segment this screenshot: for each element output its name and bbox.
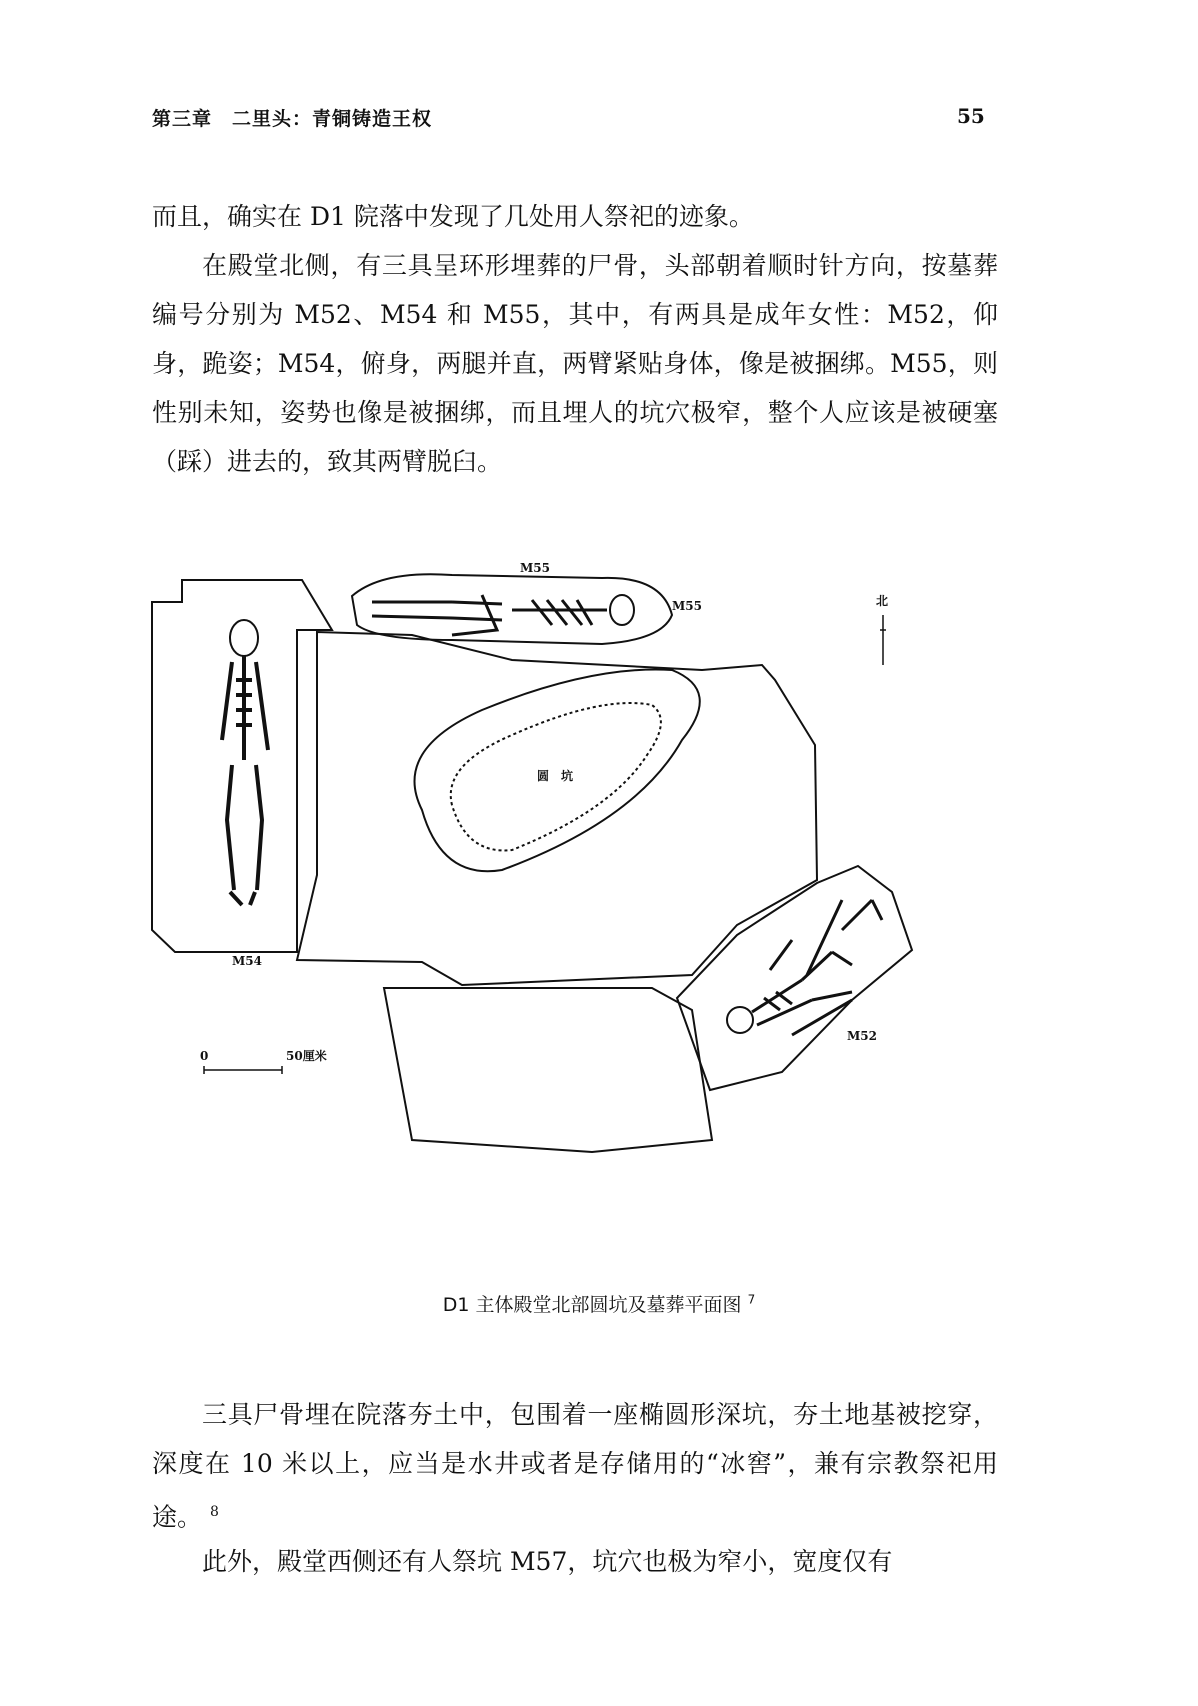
scale-zero-label: 0 xyxy=(200,1049,209,1063)
figure-caption-note: 7 xyxy=(747,1292,756,1307)
burial-plan-diagram xyxy=(152,561,998,1280)
paragraph-2: 在殿堂北侧，有三具呈环形埋葬的尸骨，头部朝着顺时针方向，按墓葬编号分别为 M52、M54 和 M55，其中，有两具是成年女性：M52，仰身，跪姿；M54，俯身，两腿并直，两臂紧贴身体，像是被捆绑。M55，则性别未知，姿势也像是被捆绑，而且埋人的坑穴极窄，整个人应该是被硬塞（踩）进去的，致其两臂脱臼。 xyxy=(152,251,998,476)
burial-plan-figure xyxy=(152,561,998,1280)
scale-fifty-label: 50厘米 xyxy=(286,1049,327,1063)
label-north: 北 xyxy=(876,594,889,608)
m52-skeleton xyxy=(727,900,882,1035)
figure-caption xyxy=(0,1290,1198,1317)
m54-skeleton xyxy=(222,620,268,905)
paragraph-3 xyxy=(152,1390,998,1541)
page-number: 55 xyxy=(957,104,985,128)
figure-caption-text: D1 主体殿堂北部圆坑及墓葬平面图 xyxy=(442,1294,742,1316)
label-m52: M52 xyxy=(847,1029,877,1043)
lower-block-outline xyxy=(384,988,712,1152)
scale-bar xyxy=(204,1066,282,1074)
chapter-header: 第三章 二里头：青铜铸造王权 xyxy=(152,108,433,130)
label-m55-side: M55 xyxy=(672,599,702,613)
m55-skeleton xyxy=(372,595,634,635)
label-m54: M54 xyxy=(232,954,262,968)
label-pit: 圆 坑 xyxy=(537,769,574,783)
m52-pit-outline xyxy=(677,866,912,1090)
north-arrow xyxy=(880,615,886,665)
paragraph-3-text: 三具尸骨埋在院落夯土中，包围着一座椭圆形深坑，夯土地基被挖穿，深度在 10 米以上，应当是水井或者是存储用的“冰窖”，兼有宗教祭祀用途。 xyxy=(152,1400,998,1532)
label-m55-top: M55 xyxy=(520,561,550,575)
paragraph-3-note: 8 xyxy=(209,1504,219,1520)
paragraph-4: 此外，殿堂西侧还有人祭坑 M57，坑穴也极为窄小，宽度仅有 xyxy=(202,1547,893,1576)
paragraph-1: 而且，确实在 D1 院落中发现了几处用人祭祀的迹象。 xyxy=(152,202,754,231)
